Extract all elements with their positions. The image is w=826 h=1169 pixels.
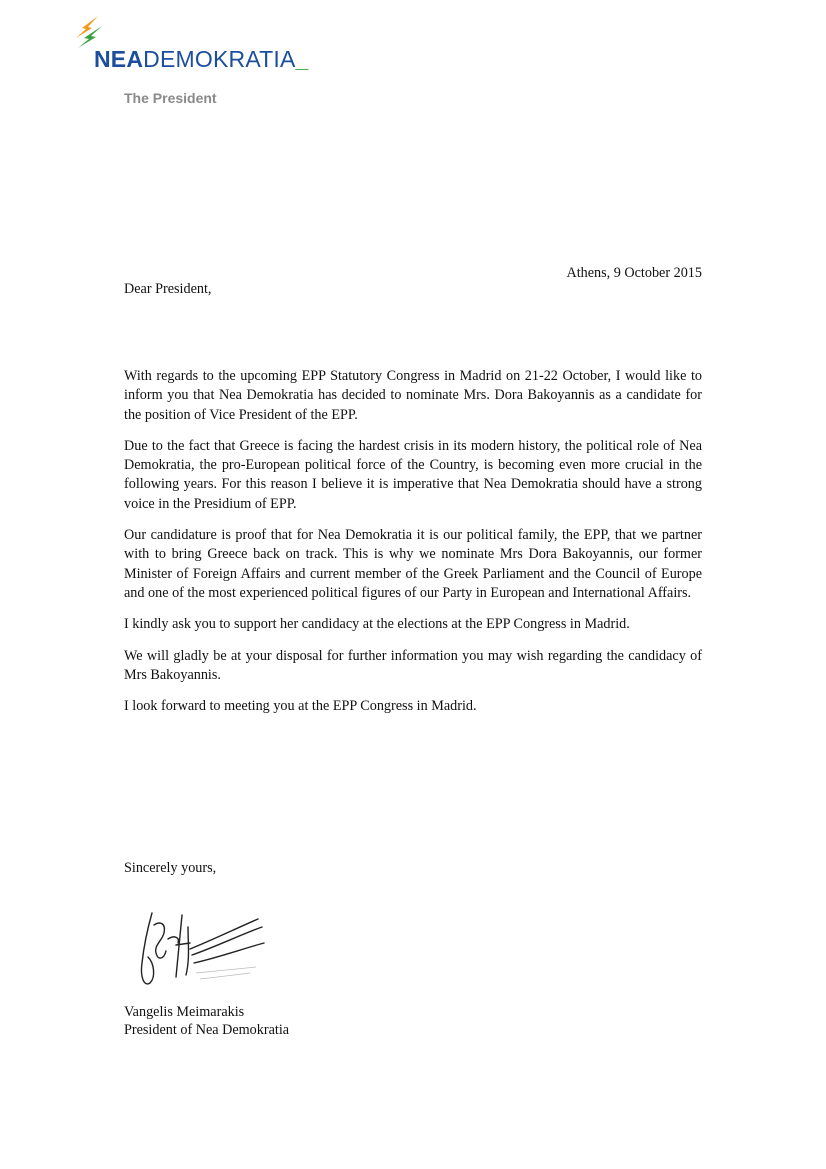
logo-wordmark	[94, 48, 309, 71]
handwritten-signature	[130, 905, 270, 995]
body-paragraph: I look forward to meeting you at the EPP Congress in Madrid.	[124, 698, 477, 715]
logo-text-nea: NEA	[94, 46, 144, 72]
logo-underscore: _	[295, 46, 309, 72]
body-paragraph: Due to the fact that Greece is facing the hardest crisis in its modern history, the political role of Nea Demokratia, the pro-European political force of the Country, is becoming even more crucial in the following years. For this reason I believe it is imperative that Nea Demokratia should have a strong voice in the Presidium of EPP.	[124, 437, 702, 512]
signer-name: Vangelis Meimarakis	[124, 1004, 245, 1020]
salutation: Dear President,	[124, 281, 212, 297]
signer-title: President of Nea Demokratia	[124, 1022, 290, 1038]
letter-date: Athens, 9 October 2015	[566, 265, 702, 281]
logo-text-demokratia: DEMOKRATIA	[143, 46, 296, 72]
closing: Sincerely yours,	[124, 860, 217, 876]
sender-title: The President	[124, 90, 217, 106]
letter-body	[124, 367, 702, 728]
body-paragraph: I kindly ask you to support her candidacy at the elections at the EPP Congress in Madrid.	[124, 616, 630, 633]
body-paragraph: We will gladly be at your disposal for further information you may wish regarding the candidacy of Mrs Bakoyannis.	[124, 647, 702, 683]
party-logo	[70, 14, 310, 76]
body-paragraph: Our candidature is proof that for Nea Demokratia it is our political family, the EPP, that we partner with to bring Greece back on track. This is why we nominate Mrs Dora Bakoyannis, our former Minister of Foreign Affairs and current member of the Greek Parliament and the Council of Europe and one of the most experienced political figures of our Party in European and International Affairs.	[124, 527, 702, 601]
body-paragraph: With regards to the upcoming EPP Statutory Congress in Madrid on 21-22 October, I would like to inform you that Nea Demokratia has decided to nominate Mrs. Dora Bakoyannis as a candidate for the position of Vice President of the EPP.	[124, 368, 702, 423]
signer-block	[124, 1003, 289, 1039]
